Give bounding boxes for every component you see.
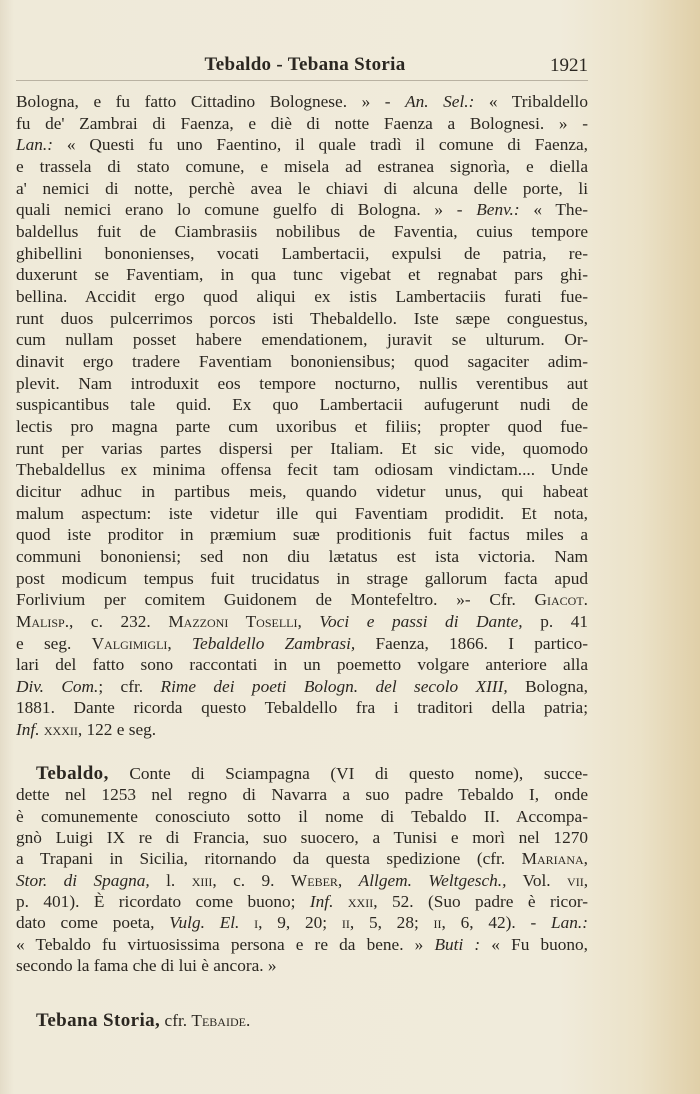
text-run: dicitur adhuc in partibus meis, quando videtur unus, qui habeat <box>16 481 588 501</box>
italic-citation: Tebaldello Zambrasi, <box>192 633 356 653</box>
italic-citation: Lan.: <box>551 913 588 933</box>
text-line <box>16 590 588 610</box>
text-line <box>16 547 588 567</box>
italic-citation: Rime dei poeti Bologn. del secolo XIII, <box>160 676 508 696</box>
text-line <box>16 395 588 415</box>
author-name: ii <box>433 913 442 933</box>
author-name: Weber <box>290 870 338 890</box>
text-run: fu de' Zambrai di Faenza, e diè di notte Faenza a Bolognesi. » - <box>16 113 588 133</box>
text-run: e trassela di stato comune, e misela ad estranea signorìa, e diella <box>16 156 588 176</box>
text-run: runt duos pulcerrimos porcos isti Thebaldello. Iste sæpe conguestus, <box>16 308 588 328</box>
text-run: cfr. <box>160 1011 192 1030</box>
text-line <box>16 785 588 805</box>
text-line <box>16 179 588 199</box>
text-line <box>16 460 588 480</box>
text-run: Forlivium per comitem Guidonem de Montefeltro. »- Cfr. <box>16 590 535 610</box>
text-line <box>16 200 588 220</box>
text-run: , <box>583 870 589 890</box>
text-run: cum nullam posset habere emendationem, juravit se ulturum. Or- <box>16 330 588 350</box>
text-run: gnò Luigi IX re di Francia, suo suocero, a Tunisi e morì nel 1270 <box>16 827 588 847</box>
text-line <box>16 374 588 394</box>
text-run: p. 41 <box>522 611 589 631</box>
italic-citation: Stor. di Spagna, <box>16 870 150 890</box>
text-line <box>36 764 588 784</box>
italic-citation: Inf. <box>16 720 40 740</box>
text-run: dette nel 1253 nel regno di Navarra a suo padre Tebaldo I, onde <box>16 785 588 805</box>
text-line <box>16 828 588 848</box>
text-run: p. 401). È ricordato come buono; <box>16 891 310 911</box>
author-name: ii <box>341 913 350 933</box>
text-run: baldellus fuit de Ciambrasiis nobilibus de Faventia, cuius tempore <box>16 221 588 241</box>
text-line <box>16 612 588 632</box>
text-run: , <box>337 870 359 890</box>
text-line <box>16 287 588 307</box>
text-line <box>16 157 588 177</box>
author-name: Mazzoni Toselli <box>168 611 298 631</box>
text-line <box>16 807 588 827</box>
text-line <box>16 634 588 654</box>
text-line <box>16 569 588 589</box>
text-run: a Trapani in Sicilia, ritornando da questa spedizione (cfr. <box>16 849 522 869</box>
text-run: lectis pro magna parte cum uxoribus et filiis; propter quod fue- <box>16 416 588 436</box>
text-line <box>16 92 588 112</box>
text-run: secondo la fama che di lui è ancora. » <box>16 955 277 975</box>
text-run: communi bononiensi; sed non diu lætatus est ista victoria. Nam <box>16 546 588 566</box>
text-run: Vol. <box>506 870 568 890</box>
text-run: dato come poeta, <box>16 913 170 933</box>
author-name: vii <box>567 870 584 890</box>
author-name: Valgimigli <box>91 633 168 653</box>
text-run: quod iste proditor in præmium suæ proditionis fuit factus miles a <box>16 525 588 545</box>
text-run: a' nemici di notte, perchè avea le chiavi di alcuna delle porte, li <box>16 178 588 198</box>
text-run: l. <box>149 870 192 890</box>
text-run: duxerunt se Faventiam, in qua tunc vigebat et regnabat pars ghi- <box>16 265 588 285</box>
author-name: i <box>254 913 259 933</box>
text-line <box>16 309 588 329</box>
text-run: Bologna, <box>507 676 588 696</box>
text-run: , 6, 42). - <box>441 913 552 933</box>
text-run: , 5, 28; <box>349 913 434 933</box>
author-name: xxxii <box>43 720 78 740</box>
text-run: , 9, 20; <box>258 913 342 933</box>
italic-citation: Buti : <box>434 934 481 954</box>
text-line <box>16 244 588 264</box>
italic-citation: Vulg. El. <box>169 913 240 933</box>
text-run: è comunemente conosciuto sotto il nome di Tebaldo II. Accompa- <box>16 806 588 826</box>
text-run: , <box>297 611 320 631</box>
text-run: 1881. Dante ricorda questo Tebaldello fra i traditori della patria; <box>16 698 588 718</box>
text-run: , c. 232. <box>69 611 169 631</box>
italic-citation: Allgem. Weltgesch., <box>358 870 507 890</box>
text-run: Bologna, e fu fatto Cittadino Bolognese. » - <box>16 92 406 111</box>
italic-citation: Voci e passi di Dante, <box>319 611 523 631</box>
text-run: , <box>167 633 193 653</box>
text-line <box>16 849 588 869</box>
text-run: quali nemici erano lo comune guelfo di Bologna. » - <box>16 200 477 220</box>
text-line <box>36 1011 588 1031</box>
text-line <box>16 330 588 350</box>
text-run: , 122 e seg. <box>77 720 157 740</box>
text-line <box>16 417 588 437</box>
text-line <box>16 677 588 697</box>
text-line <box>16 525 588 545</box>
text-run: « Tebaldo fu virtuosissima persona e re da bene. » <box>16 934 435 954</box>
author-name: Mariana, <box>521 849 588 869</box>
text-run: bellina. Accidit ergo quod aliqui ex istis Lambertaciis furati fue- <box>16 286 588 306</box>
text-run: runt per varias partes dispersi per Italiam. Et sic vide, quomodo <box>16 438 588 458</box>
text-run <box>239 913 254 932</box>
text-line <box>16 439 588 459</box>
text-line <box>16 956 588 976</box>
text-line <box>16 352 588 372</box>
text-run: « Tribaldello <box>474 92 588 111</box>
text-run: ghibellini bononienses, vocati Lambertacii, expulsi de patria, re- <box>16 243 588 263</box>
author-name: Tebaide. <box>191 1011 251 1030</box>
text-run <box>333 892 347 911</box>
text-line <box>16 871 588 891</box>
entry-headword: Tebaldo, <box>36 763 109 784</box>
text-line <box>16 720 588 740</box>
text-line <box>16 222 588 242</box>
page-number: 1921 <box>550 55 588 76</box>
author-name: xxii <box>347 891 374 911</box>
italic-citation: Benv.: <box>476 200 520 220</box>
text-run: plevit. Nam introduxit eos tempore nocturno, nullis verentibus aut <box>16 373 588 393</box>
text-run: ; cfr. <box>98 676 161 696</box>
text-line <box>16 114 588 134</box>
text-line <box>16 892 588 912</box>
text-run: « Fu buono, <box>480 934 588 954</box>
text-run: « The- <box>519 200 588 220</box>
text-line <box>16 698 588 718</box>
running-head-title: Tebaldo - Tebana Storia <box>204 54 406 75</box>
author-name: xiii <box>191 870 213 890</box>
italic-citation: Lan.: <box>16 135 53 155</box>
text-line <box>16 482 588 502</box>
text-line <box>16 135 588 155</box>
text-line <box>16 655 588 675</box>
text-run: lari del fatto sono raccontati in un poemetto volgare anteriore alla <box>16 655 588 675</box>
text-run: suspicantibus tale quid. Ex quo Lambertacii aufugerunt nudi de <box>16 395 588 415</box>
text-run: , c. 9. <box>212 870 291 890</box>
text-run: Conte di Sciampagna (VI di questo nome), succe- <box>108 764 588 783</box>
text-line <box>16 265 588 285</box>
text-run: dinavit ergo tradere Faventiam bononiensibus; quod sagaciter adim- <box>16 351 588 371</box>
text-line <box>16 935 588 955</box>
text-run: « Questi fu uno Faentino, il quale tradì il comune di Faenza, <box>52 135 588 155</box>
text-run: Thebaldellus ex minima offensa fecit tam odiosam vindictam.... Unde <box>16 460 588 480</box>
italic-citation: Inf. <box>309 891 334 911</box>
entry-headword: Tebana Storia, <box>36 1010 161 1031</box>
italic-citation: Div. Com. <box>16 676 99 696</box>
author-name: Malisp. <box>16 611 70 631</box>
text-run: e seg. <box>16 633 92 653</box>
header-rule <box>16 80 588 81</box>
text-line <box>16 504 588 524</box>
text-run: malum aspectum: iste videtur ille qui Faventiam prodidit. Et nota, <box>16 503 588 523</box>
author-name: Giacot. <box>534 590 588 610</box>
text-run: Faenza, 1866. I partico- <box>355 633 588 653</box>
italic-citation: An. Sel.: <box>405 92 475 111</box>
text-run: , 52. (Suo padre è ricor- <box>373 891 588 911</box>
text-run: post modicum tempus fuit trucidatus in strage gallorum facta apud <box>16 568 588 588</box>
text-line <box>16 913 588 933</box>
